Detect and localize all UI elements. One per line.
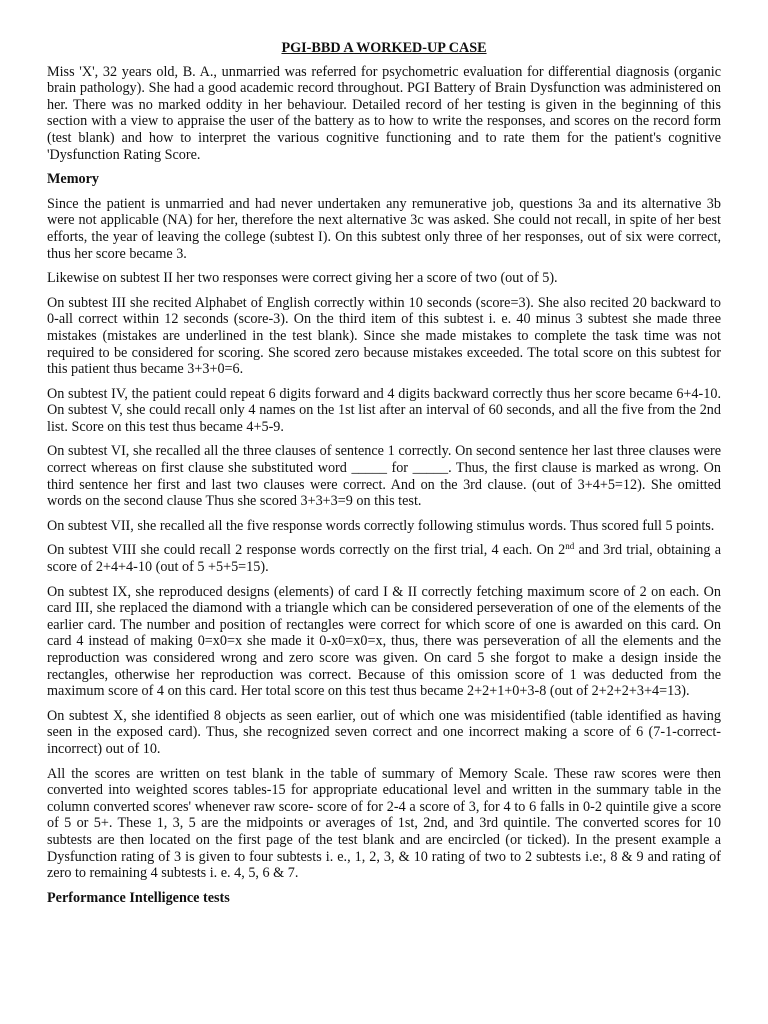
intro-paragraph: Miss 'X', 32 years old, B. A., unmarried was referred for psychometric evaluation for differential diagnosis (organic brain pathology). She had a good academic record throughout. PGI Battery of Brain Dysfunction was administered on her. There was no marked oddity in her behaviour. Detailed record of her testing is given in the beginning of this section with a view to appraise the user of the battery as to how to write the responses, and scores on the record form (test blank) and how to interpret the various cognitive functioning and to rate them for the patient's cognitive 'Dysfunction Rating Score. — [47, 63, 721, 163]
paragraph-subtest-8-part-a: On subtest VIII she could recall 2 response words correctly on the first trial, 4 each. On 2 — [47, 542, 566, 559]
paragraph-subtest-4-5: On subtest IV, the patient could repeat 6 digits forward and 4 digits backward correctly thus her score became 6+4-10. On subtest V, she could recall only 4 names on the 1st list after an interval of 60 seconds, and all the five from the 2nd list. Score on this test thus became 4+5-9. — [47, 385, 721, 435]
paragraph-subtest-3: On subtest III she recited Alphabet of English correctly within 10 seconds (score=3). She also recited 20 backward to 0-all correct within 12 seconds (score-3). On the third item of this subtest i. e. 40 minus 3 subtest she made three mistakes (mistakes are underlined in the test blank). Since she made mistakes to complete the task time was not required to be considered for scoring. She scored zero because mistakes exceeded. The total score on this subtest for this patient thus became 3+3+0=6. — [47, 294, 721, 378]
paragraph-subtest-9: On subtest IX, she reproduced designs (elements) of card I & II correctly fetching maximum score of 2 on each. On card III, she replaced the diamond with a triangle which can be considered perseveration of one of the elements of the earlier card. The number and position of rectangles were correct for which score of one is awarded on this card. On card 4 instead of making 0=x0=x she made it 0-x0=x0=x, thus, there was perseveration of all the elements and the reproduction was considered wrong and zero score was given. On card 5 she forgot to make a design inside the rectangles, otherwise her reproduction was correct. Because of this omission score of 1 was deducted from the maximum score of 4 on this card. Her total score on this test thus became 2+2+1+0+3-8 (out of 2+2+2+3+4=13). — [47, 583, 721, 700]
paragraph-subtest-6: On subtest VI, she recalled all the three clauses of sentence 1 correctly. On second sentence her last three clauses were correct whereas on first clause she substituted word _____ for _____. Thus, the first clause is marked as wrong. On third sentence her first and last two clauses were correct. And on the 3rd clause. (out of 3+4+5=12). She omitted words on the second clause Thus she scored 3+3+3=9 on this test. — [47, 443, 721, 510]
paragraph-summary: All the scores are written on test blank in the table of summary of Memory Scale. These raw scores were then converted into weighted scores tables-15 for appropriate educational level and written in the summary table in the column converted scores' whenever raw score- score of for 2-4 a score of 3, for 4 to 6 falls in 0-2 quintile give a score of 5 or 5+. These 1, 3, 5 are the midpoints or averages of 1st, 2nd, and 3rd quintile. The converted scores for 10 subtests are then located on the first page of the test blank and are encircled (or ticked). In the present example a Dysfunction rating of 3 is given to four subtests i. e., 1, 2, 3, & 10 rating of two to 2 subtests i.e:, 8 & 9 and rating of zero to remaining 4 subtests i. e. 4, 5, 6 & 7. — [47, 765, 721, 882]
paragraph-subtest-8-part-b: and 3rd trial, obtaining a score of 2+4+4-10 (out of 5 +5+5=15). — [47, 542, 721, 576]
superscript-nd: nd — [565, 541, 575, 552]
performance-heading: Performance Intelligence tests — [47, 889, 230, 906]
memory-heading: Memory — [47, 171, 99, 188]
paragraph-subtest-7: On subtest VII, she recalled all the five response words correctly following stimulus words. Thus scored full 5 points. — [47, 517, 715, 534]
paragraph-subtest-2: Likewise on subtest II her two responses were correct giving her a score of two (out of 5). — [47, 270, 558, 287]
paragraph-subtest-10: On subtest X, she identified 8 objects as seen earlier, out of which one was misidentified (table identified as having seen in the exposed card). Thus, she recognized seven correct and one incorrect making a score of 6 (7-1-correct-incorrect) out of 10. — [47, 707, 721, 757]
page-title: PGI-BBD A WORKED-UP CASE — [281, 40, 487, 56]
paragraph-subtest-8 — [47, 542, 721, 575]
document-page — [47, 40, 721, 914]
paragraph-subtest-1: Since the patient is unmarried and had never undertaken any remunerative job, questions 3a and its alternative 3b were not applicable (NA) for her, therefore the next alternative 3c was asked. She could not recall, in spite of her best efforts, the year of leaving the college (subtest I). On this subtest only three of her responses, out of six were correct, thus her score became 3. — [47, 195, 721, 262]
